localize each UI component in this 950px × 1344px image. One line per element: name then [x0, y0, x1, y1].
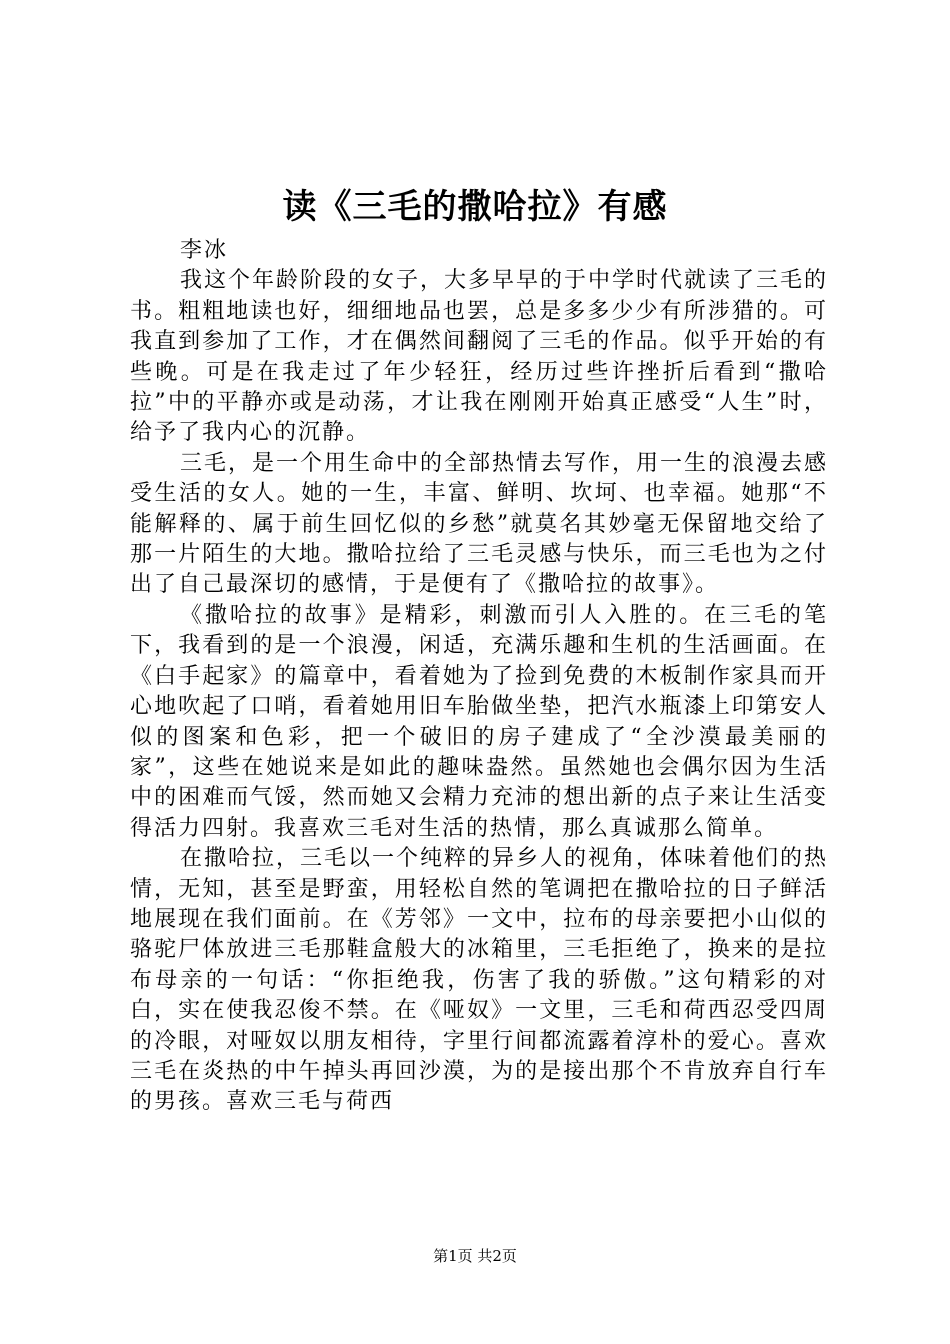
- document-body: [130, 236, 828, 1118]
- paragraph-3: 《撒哈拉的故事》是精彩，刺激而引人入胜的。在三毛的笔下，我看到的是一个浪漫，闲适，充满乐趣和生机的生活画面。在《白手起家》的篇章中，看着她为了捡到免费的木板制作家具而开心地吹起了口哨，看着她用旧车胎做坐垫，把汽水瓶漆上印第安人似的图案和色彩，把一个破旧的房子建成了“全沙漠最美丽的家”，这些在她说来是如此的趣味盎然。虽然她也会偶尔因为生活中的困难而气馁，然而她又会精力充沛的想出新的点子来让生活变得活力四射。我喜欢三毛对生活的热情，那么真诚那么简单。: [130, 602, 828, 841]
- paragraph-2: 三毛，是一个用生命中的全部热情去写作，用一生的浪漫去感受生活的女人。她的一生，丰富、鲜明、坎坷、也幸福。她那“不能解释的、属于前生回忆似的乡愁”就莫名其妙毫无保留地交给了那一片陌生的大地。撒哈拉给了三毛灵感与快乐，而三毛也为之付出了自己最深切的感情，于是便有了《撒哈拉的故事》。: [130, 450, 829, 598]
- document-title: 读《三毛的撒哈拉》有感: [282, 187, 668, 227]
- author-name: 李冰: [180, 238, 229, 263]
- paragraph-1: 我这个年龄阶段的女子，大多早早的于中学时代就读了三毛的书。粗粗地读也好，细细地品也罢，总是多多少少有所涉猎的。可我直到参加了工作，才在偶然间翻阅了三毛的作品。似乎开始的有些晚。可是在我走过了年少轻狂，经历过些许挫折后看到“撒哈拉”中的平静亦或是动荡，才让我在刚刚开始真正感受“人生”时，给予了我内心的沉静。: [130, 268, 829, 446]
- page-footer: 第1页 共2页: [433, 1247, 517, 1265]
- paragraph-4: 在撒哈拉，三毛以一个纯粹的异乡人的视角，体味着他们的热情，无知，甚至是野蛮，用轻松自然的笔调把在撒哈拉的日子鲜活地展现在我们面前。在《芳邻》一文中，拉布的母亲要把小山似的骆驼尸体放进三毛那鞋盒般大的冰箱里，三毛拒绝了，换来的是拉布母亲的一句话：“你拒绝我，伤害了我的骄傲。”这句精彩的对白，实在使我忍俊不禁。在《哑奴》一文里，三毛和荷西忍受四周的冷眼，对哑奴以朋友相待，字里行间都流露着淳朴的爱心。喜欢三毛在炎热的中午掉头再回沙漠，为的是接出那个不肯放弃自行车的男孩。喜欢三毛与荷西: [130, 846, 829, 1115]
